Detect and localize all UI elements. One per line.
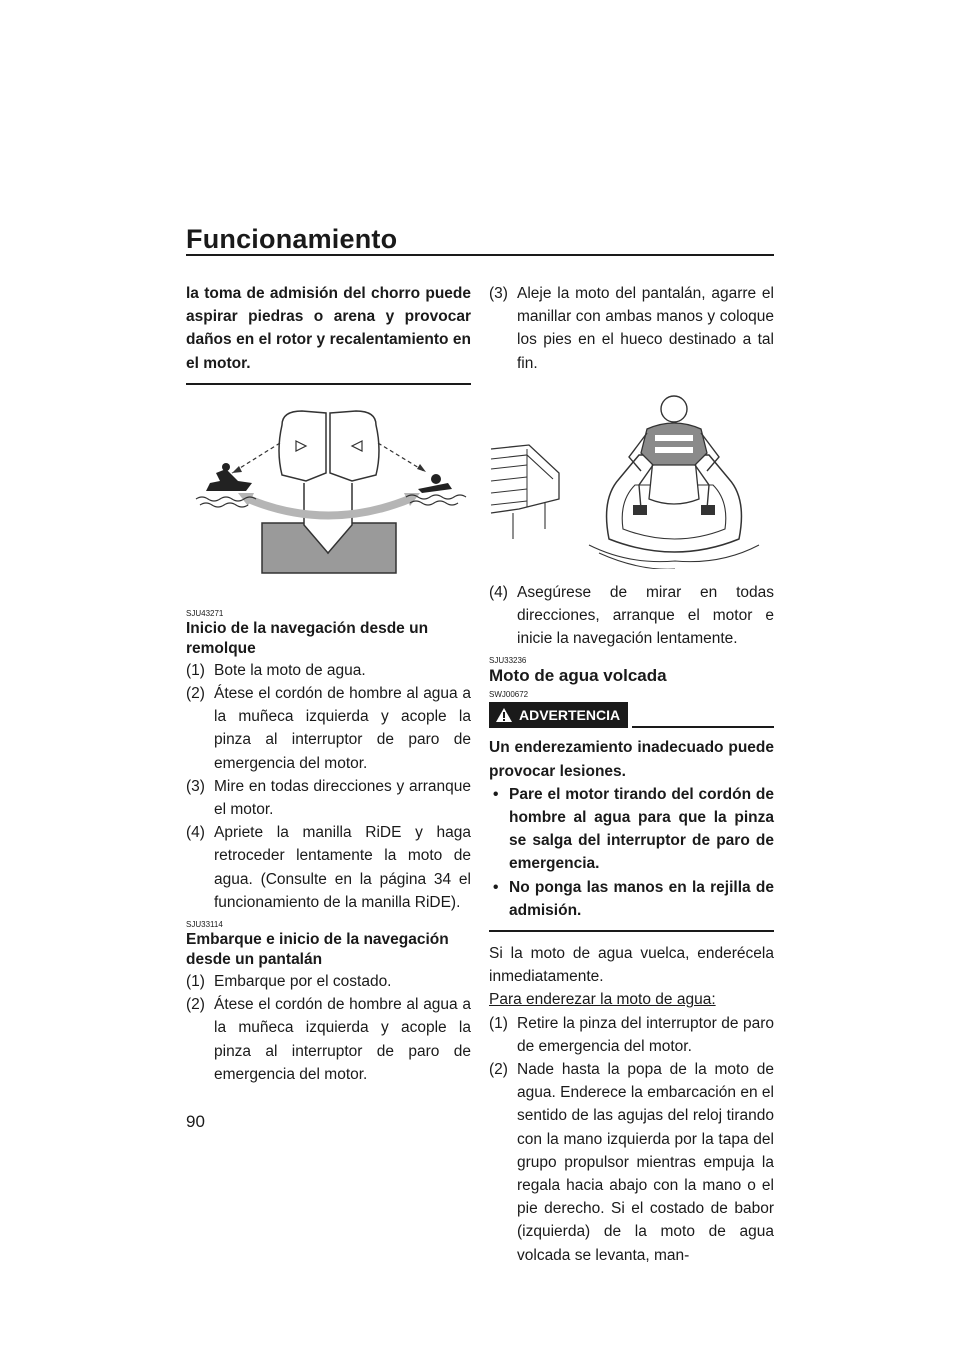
section-code: SJU43271 [186, 608, 224, 618]
look-around-illustration [186, 403, 471, 593]
step-item: (4) Asegúrese de mirar en todas direcciones, arranque el motor e inicie la navegación lentamente. [489, 583, 774, 648]
warning-badge [489, 702, 628, 728]
right-column [489, 264, 774, 1267]
left-column [186, 264, 471, 1086]
warning-end-rule [489, 930, 774, 932]
warning-code: SWJ00672 [489, 690, 529, 700]
section-heading-capsized: Moto de agua volcada [489, 666, 667, 686]
dock-steps [186, 970, 471, 1086]
page-number: 90 [186, 1112, 205, 1131]
step-item: (3) Aleje la moto del pantalán, agarre el manillar con ambas manos y coloque los pies en el hueco destinado a tal fin. [489, 285, 774, 372]
step-item: (2) Átese el cordón de hombre al agua a la muñeca izquierda y acople la pinza al interruptor de paro de emergencia del motor. [186, 996, 471, 1083]
section-heading-dock: Embarque e inicio de la navegación desde un pantalán [186, 931, 449, 969]
title-rule [186, 254, 774, 256]
warning-bullet: • No ponga las manos en la rejilla de admisión. [493, 878, 774, 919]
step-item: (1) Bote la moto de agua. [186, 661, 366, 679]
step-item: (4) Apriete la manilla RiDE y haga retroceder lentamente la moto de agua. (Consulte en la página 34 el funcionamiento de la manilla RiDE). [186, 824, 471, 911]
trailer-steps [186, 659, 471, 914]
section-code: SJU33114 [186, 920, 223, 930]
intro-warning-text: la toma de admisión del chorro puede aspirar piedras o arena y provocar daños en el rotor y recalentamiento en el motor. [186, 285, 471, 372]
warning-bullet: • Pare el motor tirando del cordón de hombre al agua para que la pinza se salga del interruptor de paro de emergencia. [493, 785, 774, 873]
warning-header [489, 702, 774, 728]
section-heading-trailer: Inicio de la navegación desde un remolque [186, 619, 429, 657]
step-item: (2) Nade hasta la popa de la moto de agua. Enderece la embarcación en el sentido de las agujas del reloj tirando con la mano izquierda por la tapa del grupo propulsor mientras empuja la regala hacia abajo con la mano o el pie derecho. Si el costado de babor (izquierda) de la moto de agua volcada se levanta, man- [489, 1061, 774, 1264]
body-text: Si la moto de agua vuelca, enderécela inmediatamente. [489, 945, 774, 986]
page-title: Funcionamiento [186, 224, 398, 254]
subheading: Para enderezar la moto de agua: [489, 991, 716, 1009]
boarding-illustration [489, 389, 774, 569]
step-item: (1) Retire la pinza del interruptor de paro de emergencia del motor. [489, 1014, 774, 1055]
section-code: SJU33236 [489, 656, 527, 666]
step-item: (3) Mire en todas direcciones y arranque el motor. [186, 777, 471, 819]
step-item: (1) Embarque por el costado. [186, 973, 392, 991]
warning-label: ADVERTENCIA [519, 706, 621, 723]
step-item: (2) Átese el cordón de hombre al agua a la muñeca izquierda y acople la pinza al interruptor de paro de emergencia del motor. [186, 685, 471, 772]
warning-triangle-icon [495, 707, 513, 723]
warning-lead-text: Un enderezamiento inadecuado puede provocar lesiones. [489, 739, 774, 780]
warning-header-rule [632, 726, 774, 728]
warning-end-rule [186, 383, 471, 385]
